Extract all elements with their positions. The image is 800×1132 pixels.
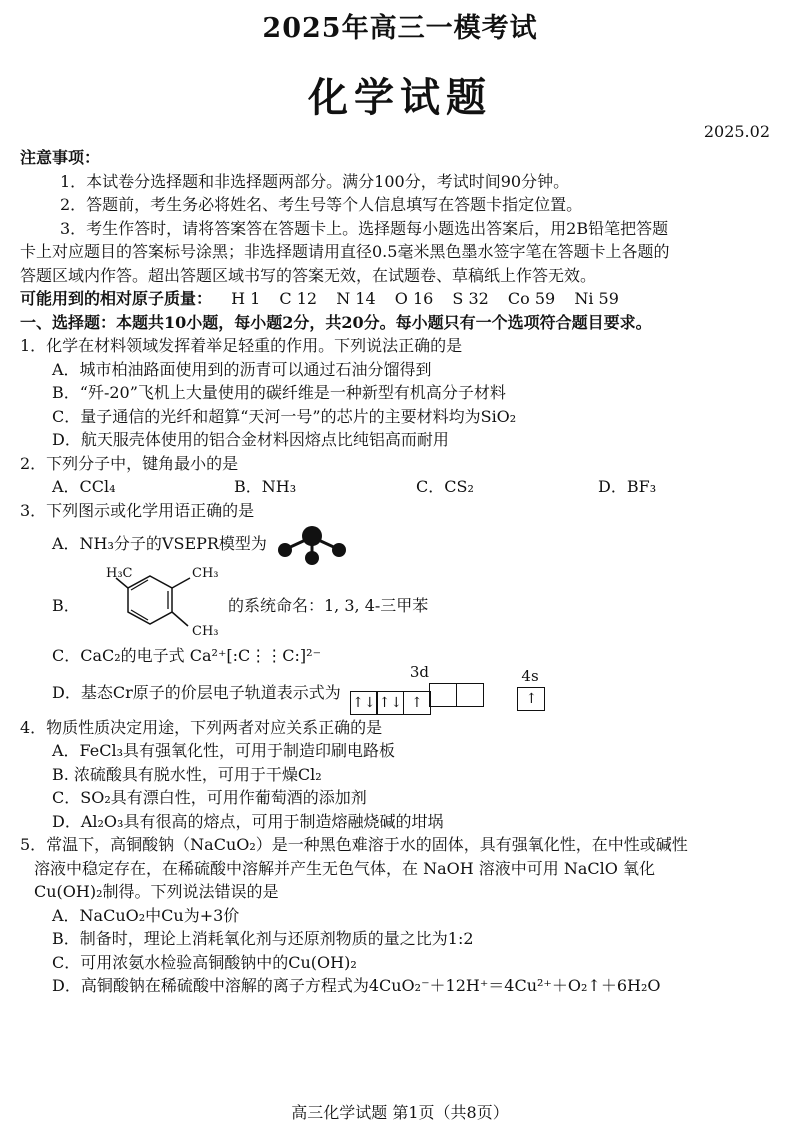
methyl-label-1: H₃C	[106, 566, 133, 581]
mass-ni: Ni 59	[574, 289, 619, 308]
mass-o: O 16	[394, 289, 434, 308]
q2-option-d: D．BF₃	[598, 477, 657, 496]
exam-date: 2025.02	[703, 122, 770, 141]
atomic-masses-label: 可能用到的相对原子质量：	[20, 289, 213, 308]
q3-stem: 3．下列图示或化学用语正确的是	[20, 500, 255, 520]
q3-option-d-row	[20, 663, 780, 716]
q5-option-a: A．NaCuO₂中Cu为+3价	[52, 905, 240, 925]
q5-option-b: B．制备时，理论上消耗氧化剂与还原剂物质的量之比为1:2	[52, 929, 474, 948]
mass-s: S 32	[452, 289, 489, 308]
exam-title: 2025年高三一模考试	[262, 13, 538, 44]
q2-option-b: B．NH₃	[234, 477, 297, 496]
q3-option-b-row	[20, 566, 780, 644]
notice-item-3-line-3: 答题区域内作答。超出答题区域书写的答案无效，在试题卷、草稿纸上作答无效。	[20, 265, 597, 285]
q2-option-c: C．CS₂	[416, 477, 474, 496]
q3-option-b-text: 的系统命名：1, 3, 4-三甲苯	[228, 596, 429, 615]
notice-item-3-line-1: 3．考生作答时，请将答案答在答题卡上。选择题每小题选出答案后，用2B铅笔把答题	[60, 218, 669, 238]
notice-item-1: 1．本试卷分选择题和非选择题两部分。满分100分，考试时间90分钟。	[60, 171, 570, 191]
q4-option-b: B. 浓硫酸具有脱水性，可用于干燥Cl₂	[52, 764, 322, 784]
q5-stem-line-2: 溶液中稳定存在，在稀硫酸中溶解并产生无色气体，在 NaOH 溶液中可用 NaClO 氧化	[34, 858, 655, 878]
q2-option-a: A．CCl₄	[52, 477, 116, 496]
q5-option-d: D．高铜酸钠在稀硫酸中溶解的离子方程式为4CuO₂⁻＋12H⁺＝4Cu²⁺＋O₂↑＋6H₂O	[52, 976, 661, 995]
q2-options	[20, 475, 780, 499]
page-footer: 高三化学试题 第1页（共8页）	[291, 1103, 509, 1122]
q1-option-a: A．城市柏油路面使用到的沥青可以通过石油分馏得到	[52, 359, 432, 379]
notice-item-3-line-2: 卡上对应题目的答案标号涂黑；非选择题请用直径0.5毫米黑色墨水签字笔在答题卡上各题的	[20, 242, 670, 261]
q1-option-d: D．航天服壳体使用的铝合金材料因熔点比纯铝高而耐用	[52, 430, 449, 449]
q3-option-b-label: B．	[52, 596, 80, 615]
q4-option-d: D．Al₂O₃具有很高的熔点，可用于制造熔融烧碱的坩埚	[52, 811, 444, 831]
q3-option-a-row	[20, 522, 780, 566]
q1-option-b: B．“歼-20”飞机上大量使用的碳纤维是一种新型有机高分子材料	[52, 383, 506, 402]
orbital-3d	[350, 663, 483, 715]
orbital-3d-label: 3d	[409, 663, 429, 681]
orbital-3d-box-3: ↑	[403, 691, 431, 715]
orbital-3d-box-4	[429, 683, 457, 707]
q4-stem: 4．物质性质决定用途，下列两者对应关系正确的是	[20, 717, 383, 737]
q5-option-c: C．可用浓氨水检验高铜酸钠中的Cu(OH)₂	[52, 952, 357, 972]
vsepr-model-diagram	[272, 523, 352, 567]
subject-title: 化学试题	[308, 74, 492, 121]
section-1-heading: 一、选择题：本题共10小题，每小题2分，共20分。每小题只有一个选项符合题目要求。	[20, 312, 652, 332]
q1-option-c: C．量子通信的光纤和超算“天河一号”的芯片的主要材料均为SiO₂	[52, 406, 517, 426]
orbital-3d-box-1: ↑↓	[350, 691, 378, 715]
mass-c: C 12	[279, 289, 318, 308]
q3-option-d: D．基态Cr原子的价层电子轨道表示式为	[52, 682, 341, 702]
methyl-label-2: CH₃	[192, 566, 219, 581]
orbital-3d-box-2: ↑↓	[376, 691, 404, 715]
q5-stem-line-3: Cu(OH)₂制得。下列说法错误的是	[34, 882, 279, 901]
orbital-4s-label: 4s	[521, 667, 539, 685]
notice-heading: 注意事项：	[20, 148, 101, 167]
mass-co: Co 59	[507, 289, 556, 308]
methyl-label-3: CH₃	[192, 624, 219, 639]
atomic-masses	[20, 287, 780, 311]
orbital-3d-box-5	[456, 683, 484, 707]
mass-n: N 14	[336, 289, 376, 308]
q1-stem: 1．化学在材料领域发挥着举足轻重的作用。下列说法正确的是	[20, 336, 463, 355]
q3-option-c: C．CaC₂的电子式 Ca²⁺[:C⋮⋮C:]²⁻	[52, 646, 322, 665]
mass-h: H 1	[231, 289, 261, 308]
q3-option-a: A．NH₃分子的VSEPR模型为	[52, 534, 267, 553]
orbital-4s-box-1: ↑	[517, 687, 545, 711]
exam-content	[20, 146, 780, 998]
orbital-4s	[517, 667, 544, 711]
q2-stem: 2．下列分子中，键角最小的是	[20, 453, 239, 473]
q4-option-a: A．FeCl₃具有强氧化性，可用于制造印刷电路板	[52, 741, 396, 760]
q4-option-c: C．SO₂具有漂白性，可用作葡萄酒的添加剂	[52, 788, 367, 807]
notice-item-2: 2．答题前，考生务必将姓名、考生号等个人信息填写在答题卡指定位置。	[60, 195, 583, 214]
q5-stem-line-1: 5．常温下，高铜酸钠（NaCuO₂）是一种黑色难溶于水的固体，具有强氧化性，在中性或碱性	[20, 835, 688, 854]
